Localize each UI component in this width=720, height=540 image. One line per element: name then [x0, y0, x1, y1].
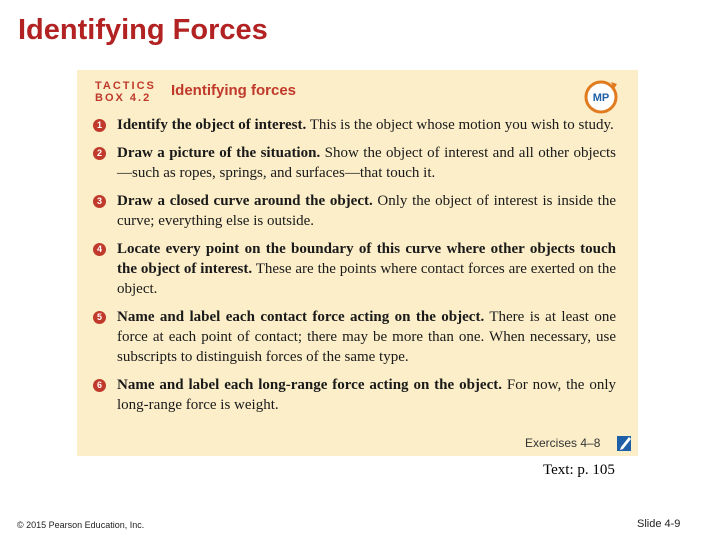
step-text [117, 143, 616, 183]
step-2 [91, 143, 616, 183]
text-page-reference: Text: p. 105 [543, 462, 615, 478]
step-number: 5 [93, 311, 106, 324]
tactics-label-line1: TACTICS [95, 80, 156, 92]
step-body: Only the object of interest is inside the curve; everything else is outside. [117, 193, 617, 229]
step-text [117, 191, 616, 231]
tactics-label-line2: BOX 4.2 [95, 92, 152, 104]
step-number: 1 [93, 119, 106, 132]
mastering-physics-icon [581, 76, 621, 116]
step-text [117, 307, 616, 367]
step-4 [91, 239, 616, 299]
step-text [117, 375, 616, 415]
step-body: For now, the only long-range force is weight. [117, 377, 616, 413]
step-5 [91, 307, 616, 367]
mp-badge-text: MP [592, 92, 610, 104]
tactics-box-label [95, 80, 156, 104]
step-bold: Identify the object of interest. [117, 117, 307, 133]
steps-list [91, 115, 616, 423]
step-body: This is the object whose motion you wish to study. [306, 117, 614, 133]
step-number: 4 [93, 243, 106, 256]
step-text [117, 239, 616, 299]
copyright-notice: © 2015 Pearson Education, Inc. [17, 520, 145, 530]
step-body: These are the points where contact forces are exerted on the object. [117, 261, 616, 297]
step-bold: Name and label each long-range force acting on the object. [117, 377, 502, 393]
step-number: 3 [93, 195, 106, 208]
tactics-box [77, 70, 638, 456]
step-3 [91, 191, 616, 231]
step-bold: Draw a closed curve around the object. [117, 193, 373, 209]
step-number: 6 [93, 379, 106, 392]
step-bold: Name and label each contact force acting on the object. [117, 309, 485, 325]
tactics-box-heading: Identifying forces [171, 82, 297, 99]
exercises-reference: Exercises 4–8 [525, 436, 601, 450]
step-bold: Locate every point on the boundary of this curve where other objects touch the object of interest. [117, 241, 616, 277]
step-bold: Draw a picture of the situation. [117, 145, 321, 161]
step-body: Show the object of interest and all other objects—such as ropes, springs, and surfaces—that touch it. [117, 145, 616, 181]
slide-number: Slide 4-9 [637, 518, 681, 530]
step-1 [91, 115, 616, 135]
step-text [117, 115, 616, 135]
slide-title: Identifying Forces [18, 14, 268, 46]
step-body: There is at least one force at each point of contact; there may be more than one. When necessary, use subscripts to distinguish forces of the same type. [117, 309, 616, 365]
step-6 [91, 375, 616, 415]
pencil-icon [617, 434, 633, 452]
step-number: 2 [93, 147, 106, 160]
